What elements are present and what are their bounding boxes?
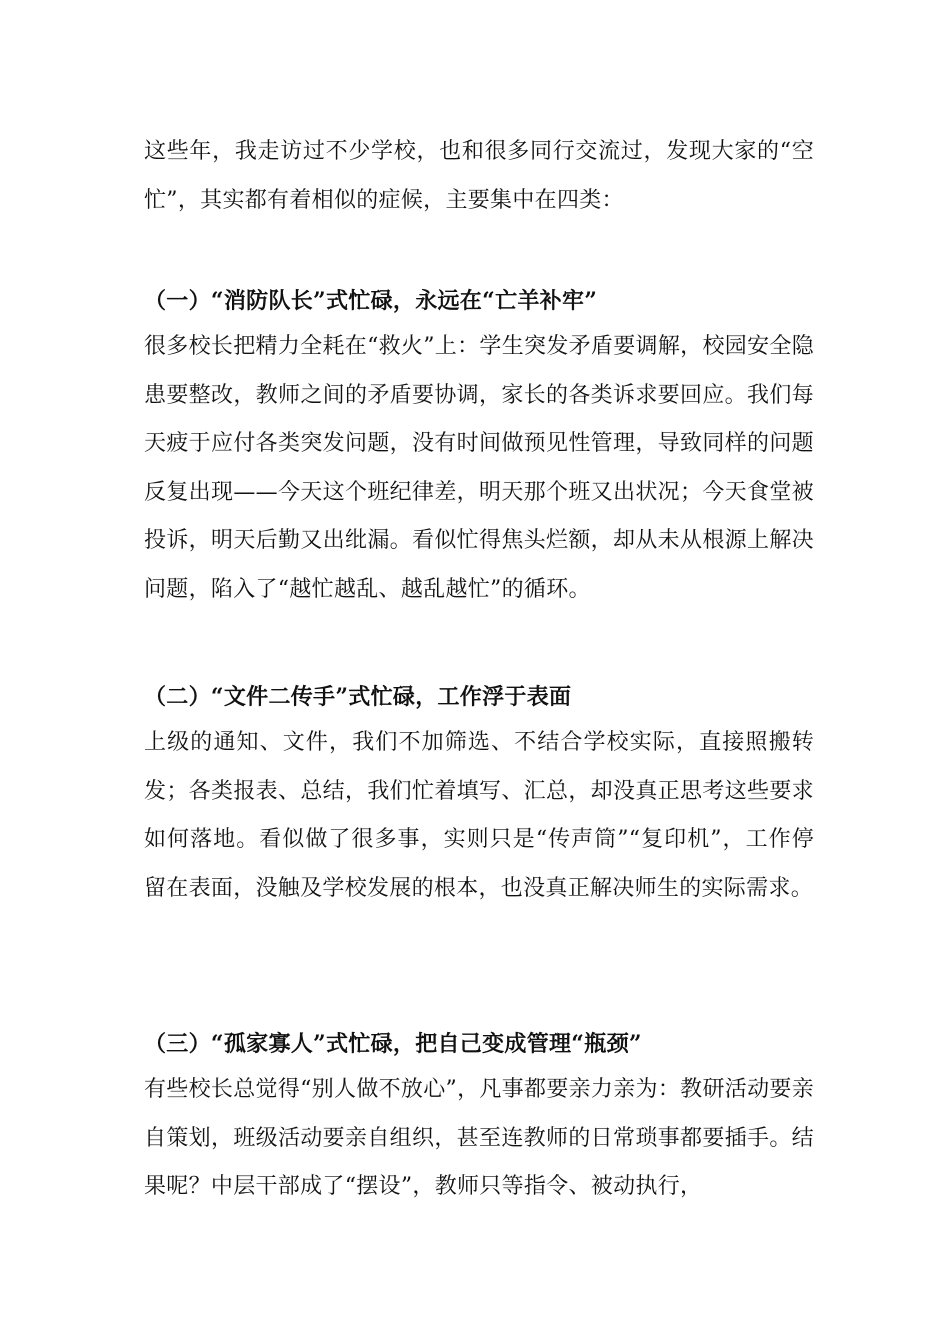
section-3-text: 有些校长总觉得“别人做不放心”，凡事都要亲力亲为：教研活动要亲自策划，班级活动要亲自组织，甚至连教师的日常琐事都要插手。结果呢？中层干部成了“摆设”，教师只等指令、被动执行， — [144, 1077, 814, 1199]
section-1-text: 很多校长把精力全耗在“救火”上：学生突发矛盾要调解，校园安全隐患要整改，教师之间的矛盾要协调，家长的各类诉求要回应。我们每天疲于应付各类突发问题，没有时间做预见性管理，导致同样的问题反复出现——今天这个班纪律差，明天那个班又出状况；今天食堂被投诉，明天后勤又出纰漏。看似忙得焦头烂额，却从未从根源上解决问题，陷入了“越忙越乱、越乱越忙”的循环。 — [144, 334, 814, 602]
section-3-heading: （三）“孤家寡人”式忙碌，把自己变成管理“瓶颈” — [144, 1031, 642, 1057]
intro-text: 这些年，我走访过不少学校，也和很多同行交流过，发现大家的“空忙”，其实都有着相似的症候，主要集中在四类： — [144, 139, 814, 213]
section-1-heading: （一）“消防队长”式忙碌，永远在“亡羊补牢” — [144, 288, 598, 314]
section-2-heading: （二）“文件二传手”式忙碌，工作浮于表面 — [144, 684, 572, 710]
section-2-paragraph — [144, 719, 814, 913]
intro-paragraph — [144, 128, 814, 225]
section-3-paragraph — [144, 1066, 814, 1212]
section-2-text: 上级的通知、文件，我们不加筛选、不结合学校实际，直接照搬转发；各类报表、总结，我们忙着填写、汇总，却没真正思考这些要求如何落地。看似做了很多事，实则只是“传声筒”“复印机”，工作停留在表面，没触及学校发展的根本，也没真正解决师生的实际需求。 — [144, 730, 814, 901]
section-1-paragraph — [144, 323, 814, 614]
